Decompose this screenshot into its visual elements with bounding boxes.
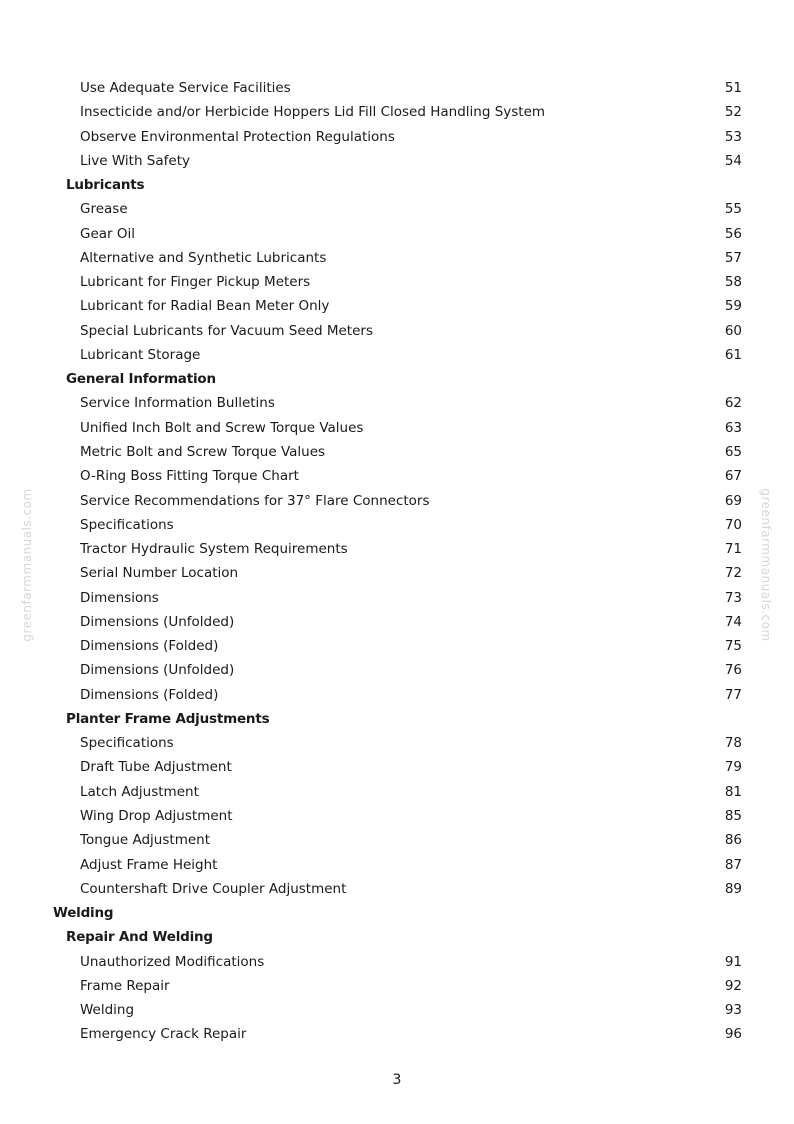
toc-entry-page: 73	[724, 589, 742, 606]
toc-entry[interactable]	[0, 731, 794, 755]
toc-entry-title: Lubricant for Radial Bean Meter Only	[80, 298, 330, 315]
toc-entry-title: Lubricants	[66, 177, 145, 194]
toc-entry[interactable]	[0, 780, 794, 804]
toc-entry-page: 87	[724, 856, 742, 873]
toc-entry-title: Dimensions	[80, 589, 159, 606]
toc-entry[interactable]	[0, 537, 794, 561]
toc-entry-page: 59	[724, 298, 742, 315]
toc-entry[interactable]	[0, 561, 794, 585]
toc-entry-page: 56	[724, 225, 742, 242]
toc-section-heading[interactable]	[0, 173, 794, 197]
toc-section-heading[interactable]	[0, 925, 794, 949]
toc-entry-title: Planter Frame Adjustments	[66, 710, 270, 727]
toc-entry-page: 69	[724, 492, 742, 509]
toc-entry-page: 81	[724, 783, 742, 800]
toc-entry[interactable]	[0, 828, 794, 852]
toc-entry[interactable]	[0, 100, 794, 124]
toc-entry[interactable]	[0, 76, 794, 100]
toc-entry-title: Welding	[80, 1002, 135, 1019]
toc-entry[interactable]	[0, 513, 794, 537]
toc-entry[interactable]	[0, 319, 794, 343]
toc-entry-title: Metric Bolt and Screw Torque Values	[80, 443, 326, 460]
toc-entry[interactable]	[0, 853, 794, 877]
toc-entry-title: Alternative and Synthetic Lubricants	[80, 249, 327, 266]
toc-entry-title: Use Adequate Service Facilities	[80, 80, 291, 96]
toc-entry-page: 60	[724, 322, 742, 339]
toc-entry-title: Lubricant Storage	[80, 346, 201, 363]
toc-entry[interactable]	[0, 270, 794, 294]
toc-entry[interactable]	[0, 683, 794, 707]
toc-entry-title: Latch Adjustment	[80, 783, 199, 800]
toc-entry[interactable]	[0, 658, 794, 682]
toc-entry-page: 57	[724, 249, 742, 266]
toc-entry-page: 76	[724, 662, 742, 679]
toc-entry[interactable]	[0, 877, 794, 901]
toc-entry[interactable]	[0, 416, 794, 440]
toc-entry-page: 63	[724, 419, 742, 436]
toc-entry[interactable]	[0, 610, 794, 634]
toc-entry-title: Emergency Crack Repair	[80, 1026, 247, 1043]
toc-entry[interactable]	[0, 974, 794, 998]
toc-entry-title: Welding	[53, 905, 114, 922]
toc-entry[interactable]	[0, 125, 794, 149]
toc-entry-page: 53	[724, 128, 742, 145]
toc-entry[interactable]	[0, 755, 794, 779]
toc-section-heading[interactable]	[0, 707, 794, 731]
toc-entry-title: Special Lubricants for Vacuum Seed Meters	[80, 322, 373, 339]
toc-entry-title: Specifications	[80, 516, 174, 533]
toc-entry[interactable]	[0, 950, 794, 974]
toc-entry[interactable]	[0, 634, 794, 658]
toc-entry-title: Gear Oil	[80, 225, 136, 242]
toc-entry[interactable]	[0, 149, 794, 173]
toc-entry-title: Live With Safety	[80, 152, 190, 169]
toc-entry-title: Dimensions (Folded)	[80, 638, 219, 655]
toc-entry-title: Observe Environmental Protection Regulations	[80, 128, 395, 145]
toc-entry-title: Tongue Adjustment	[80, 832, 210, 849]
toc-entry-page: 70	[724, 516, 742, 533]
toc-section-heading[interactable]	[0, 901, 794, 925]
toc-entry[interactable]	[0, 998, 794, 1022]
toc-entry[interactable]	[0, 294, 794, 318]
toc-entry-page: 67	[724, 468, 742, 485]
toc-entry[interactable]	[0, 489, 794, 513]
toc-section-heading[interactable]	[0, 367, 794, 391]
toc-entry[interactable]	[0, 440, 794, 464]
toc-entry-title: Draft Tube Adjustment	[80, 759, 232, 776]
toc-entry-title: Dimensions (Folded)	[80, 686, 219, 703]
toc-entry[interactable]	[0, 804, 794, 828]
toc-entry-title: Adjust Frame Height	[80, 856, 218, 873]
toc-entry-page: 65	[724, 443, 742, 460]
toc-entry-page: 74	[724, 613, 742, 630]
toc-entry-page: 91	[724, 953, 742, 970]
watermark-left: greenfarmmanuals.com	[20, 488, 34, 642]
toc-entry-page: 89	[724, 880, 742, 897]
toc-entry-page: 96	[724, 1026, 742, 1043]
toc-entry-title: O-Ring Boss Fitting Torque Chart	[80, 468, 299, 485]
toc-entry[interactable]	[0, 246, 794, 270]
toc-entry-title: Tractor Hydraulic System Requirements	[80, 541, 348, 558]
toc-entry-page: 86	[724, 832, 742, 849]
toc-entry-title: General Information	[66, 371, 216, 388]
toc-entry-page: 77	[724, 686, 742, 703]
toc-entry-title: Serial Number Location	[80, 565, 239, 582]
toc-entry-page: 75	[724, 638, 742, 655]
toc-entry-title: Wing Drop Adjustment	[80, 807, 233, 824]
toc-entry[interactable]	[0, 222, 794, 246]
toc-entry-title: Lubricant for Finger Pickup Meters	[80, 274, 311, 291]
toc-entry-page: 52	[724, 104, 742, 121]
toc-entry-title: Dimensions (Unfolded)	[80, 662, 235, 679]
toc-entry-page: 79	[724, 759, 742, 776]
toc-entry-title: Countershaft Drive Coupler Adjustment	[80, 880, 347, 897]
toc-entry-page: 55	[724, 201, 742, 218]
page-number: 3	[392, 1072, 402, 1088]
toc-entry-title: Insecticide and/or Herbicide Hoppers Lid Fill Closed Handling System	[80, 104, 546, 121]
toc-entry-page: 85	[724, 807, 742, 824]
toc-entry-page: 58	[724, 274, 742, 291]
toc-entry[interactable]	[0, 197, 794, 221]
toc-entry-page: 51	[724, 80, 742, 96]
toc-entry-page: 62	[724, 395, 742, 412]
toc-entry[interactable]	[0, 343, 794, 367]
toc-entry-page: 72	[724, 565, 742, 582]
toc-entry-title: Specifications	[80, 735, 174, 752]
toc-entry[interactable]	[0, 586, 794, 610]
toc-entry-title: Unauthorized Modifications	[80, 953, 265, 970]
toc-entry-title: Frame Repair	[80, 977, 170, 994]
watermark-right: greenfarmmanuals.com	[759, 488, 773, 642]
toc-entry-title: Dimensions (Unfolded)	[80, 613, 235, 630]
toc-entry-page: 71	[724, 541, 742, 558]
toc-entry-page: 93	[724, 1002, 742, 1019]
toc-entry-title: Service Information Bulletins	[80, 395, 275, 412]
toc-entry-title: Unified Inch Bolt and Screw Torque Values	[80, 419, 364, 436]
toc-entry[interactable]	[0, 1022, 794, 1046]
toc-entry-title: Service Recommendations for 37° Flare Connectors	[80, 492, 430, 509]
toc-entry-page: 61	[724, 346, 742, 363]
toc-entry[interactable]	[0, 464, 794, 488]
toc-entry-title: Repair And Welding	[66, 929, 213, 946]
table-of-contents	[0, 76, 794, 1047]
toc-entry-title: Grease	[80, 201, 128, 218]
toc-entry-page: 92	[724, 977, 742, 994]
toc-entry-page: 78	[724, 735, 742, 752]
toc-entry-page: 54	[724, 152, 742, 169]
toc-entry[interactable]	[0, 391, 794, 415]
